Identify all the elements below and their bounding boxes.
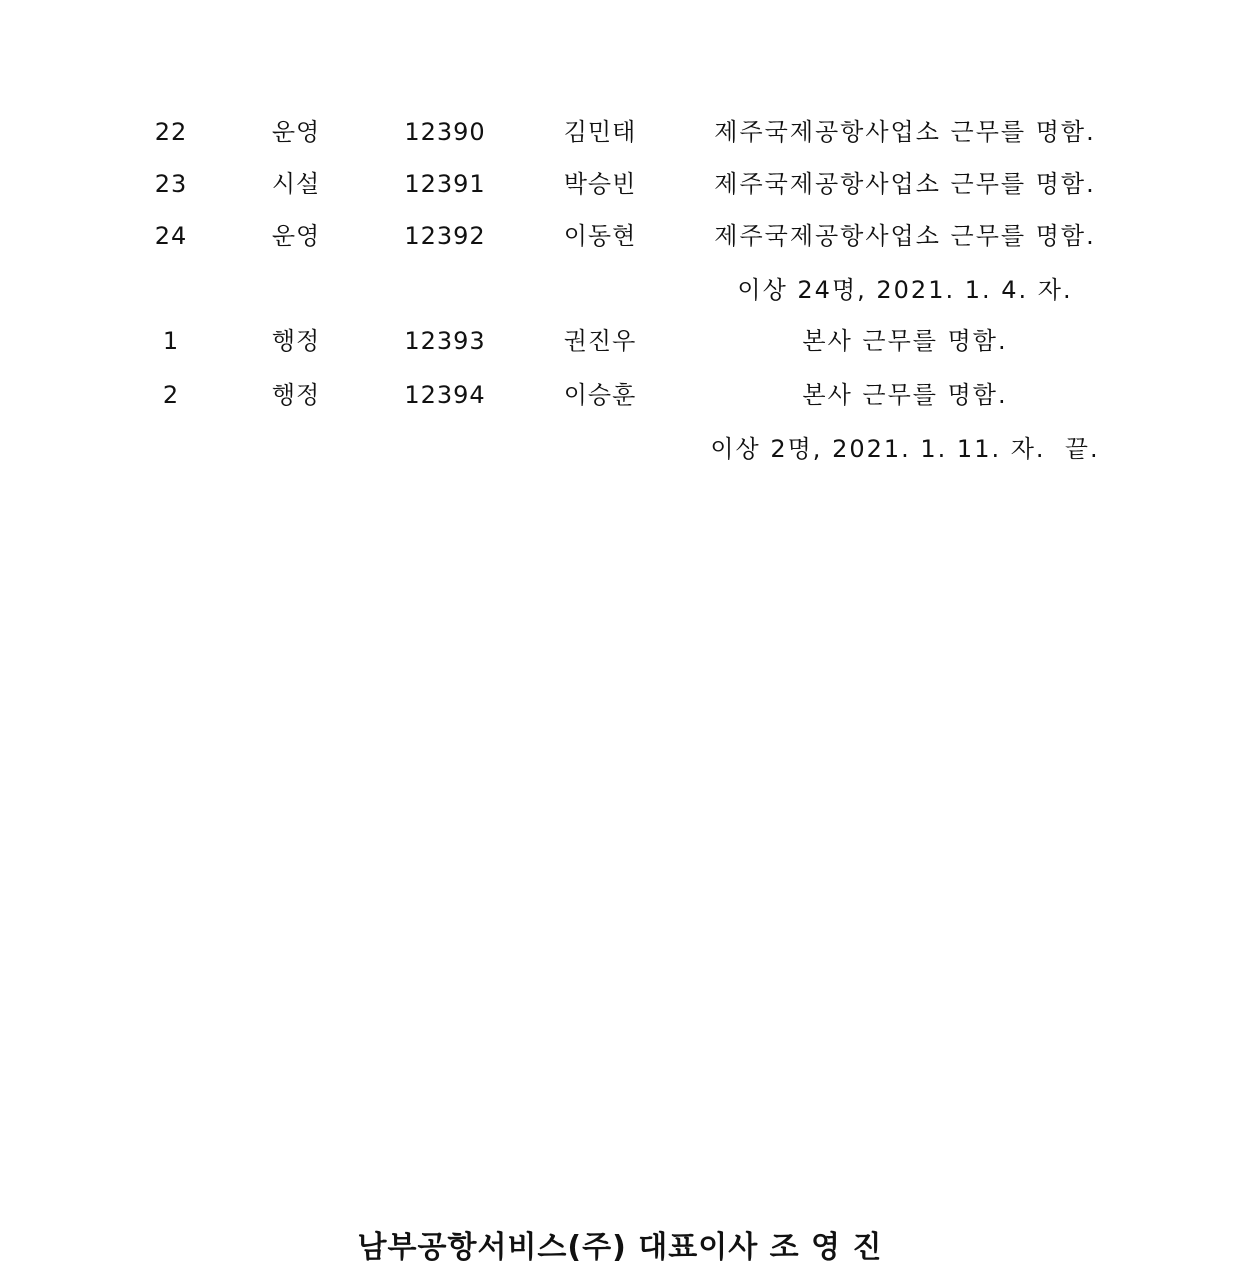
row-employee-id: 12393 xyxy=(404,327,486,355)
row-employee-name: 권진우 xyxy=(563,327,637,355)
row-number: 22 xyxy=(154,118,188,146)
row-department: 운영 xyxy=(271,222,321,250)
row-assignment: 제주국제공항사업소 근무를 명함. xyxy=(714,170,1096,198)
row-department: 시설 xyxy=(271,170,321,198)
row-employee-id: 12390 xyxy=(404,118,486,146)
row-employee-id: 12394 xyxy=(404,381,486,409)
row-assignment: 본사 근무를 명함. xyxy=(802,327,1008,355)
row-assignment: 제주국제공항사업소 근무를 명함. xyxy=(714,222,1096,250)
row-employee-name: 박승빈 xyxy=(563,170,637,198)
summary-text: 이상 2명, 2021. 1. 11. 자. 끝. xyxy=(710,435,1100,463)
row-employee-id: 12392 xyxy=(404,222,486,250)
row-assignment: 본사 근무를 명함. xyxy=(802,381,1008,409)
row-department: 행정 xyxy=(271,327,321,355)
row-number: 2 xyxy=(162,381,180,409)
row-department: 운영 xyxy=(271,118,321,146)
table-row xyxy=(0,164,1240,204)
row-employee-name: 이승훈 xyxy=(563,381,637,409)
table-row xyxy=(0,321,1240,361)
table-row xyxy=(0,112,1240,152)
summary-line xyxy=(0,429,1240,469)
company-signature: 남부공항서비스(주) 대표이사 조 영 진 xyxy=(357,1230,883,1265)
row-number: 24 xyxy=(154,222,188,250)
row-number: 23 xyxy=(154,170,188,198)
row-employee-id: 12391 xyxy=(404,170,486,198)
row-department: 행정 xyxy=(271,381,321,409)
summary-text: 이상 24명, 2021. 1. 4. 자. xyxy=(737,276,1073,304)
row-employee-name: 김민태 xyxy=(563,118,637,146)
row-assignment: 제주국제공항사업소 근무를 명함. xyxy=(714,118,1096,146)
row-number: 1 xyxy=(162,327,180,355)
table-row xyxy=(0,375,1240,415)
row-employee-name: 이동현 xyxy=(563,222,637,250)
summary-line xyxy=(0,270,1240,310)
table-row xyxy=(0,216,1240,256)
